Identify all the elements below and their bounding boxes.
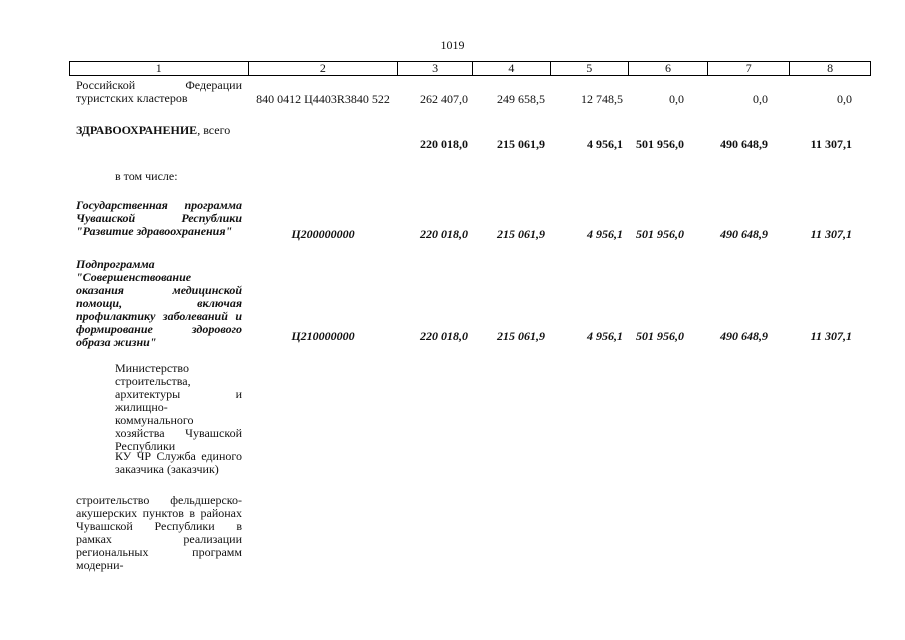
column-header: 3 — [398, 62, 473, 75]
value-cell: 4 956,1 — [587, 227, 623, 241]
row-code-program: Ц200000000 — [291, 227, 355, 241]
value-cell: 4 956,1 — [587, 137, 623, 151]
row-name-customer: КУ ЧР Служба единого заказчика (заказчик) — [115, 449, 242, 476]
column-header: 8 — [827, 61, 834, 75]
row-name-construction: строительство фельдшерско-акушерских пунктов в районах Чувашской Республики в рамках реализации региональных программ модерни- — [76, 493, 242, 572]
row-name-health-total — [76, 124, 242, 137]
row-name-tourist: Российской Федерации туристских кластеров — [76, 78, 242, 105]
value-cell: 501 956,0 — [636, 137, 684, 151]
row-name-including: в том числе: — [115, 169, 178, 183]
value-cell: 12 748,5 — [581, 92, 623, 106]
value-cell: 501 956,0 — [636, 227, 684, 241]
column-header: 2 — [249, 62, 399, 75]
value-cell: 0,0 — [669, 92, 684, 106]
value-cell: 0,0 — [837, 92, 852, 106]
value-cell: 220 018,0 — [420, 137, 468, 151]
value-cell: 11 307,1 — [810, 137, 852, 151]
value-cell: 215 061,9 — [497, 137, 545, 151]
row-name-ministry: Министерство строительства, архитектуры и жилищно-коммунального хозяйства Чувашской Республики — [115, 361, 242, 453]
row-code-subprogram: Ц210000000 — [291, 329, 355, 343]
column-header: 5 — [551, 62, 629, 75]
page-number: 1019 — [440, 38, 465, 52]
column-header: 1 — [70, 62, 249, 75]
health-title-rest: , всего — [197, 123, 231, 137]
value-cell: 215 061,9 — [497, 329, 545, 343]
row-name-subprogram: Подпрограмма "Совершенствование оказания медицинской помощи, включая профилактику заболеваний и формирование здорового образа жизни" — [76, 257, 242, 349]
value-cell: 11 307,1 — [810, 329, 852, 343]
column-header: 6 — [629, 62, 709, 75]
column-header: 7 — [708, 62, 790, 75]
health-title: ЗДРАВООХРАНЕНИЕ — [76, 123, 198, 137]
table-header-row — [69, 61, 871, 76]
value-cell: 220 018,0 — [420, 227, 468, 241]
value-cell: 215 061,9 — [497, 227, 545, 241]
value-cell: 4 956,1 — [587, 329, 623, 343]
value-cell: 490 648,9 — [720, 227, 768, 241]
row-code-tourist: 840 0412 Ц4403R3840 522 — [256, 92, 390, 106]
value-cell: 490 648,9 — [720, 137, 768, 151]
value-cell: 220 018,0 — [420, 329, 468, 343]
value-cell: 11 307,1 — [810, 227, 852, 241]
row-name-program: Государственная программа Чувашской Республики "Развитие здравоохранения" — [76, 198, 242, 238]
value-cell: 501 956,0 — [636, 329, 684, 343]
column-header: 4 — [473, 62, 551, 75]
value-cell: 249 658,5 — [497, 92, 545, 106]
value-cell: 490 648,9 — [720, 329, 768, 343]
value-cell: 0,0 — [753, 92, 768, 106]
value-cell: 262 407,0 — [420, 92, 468, 106]
